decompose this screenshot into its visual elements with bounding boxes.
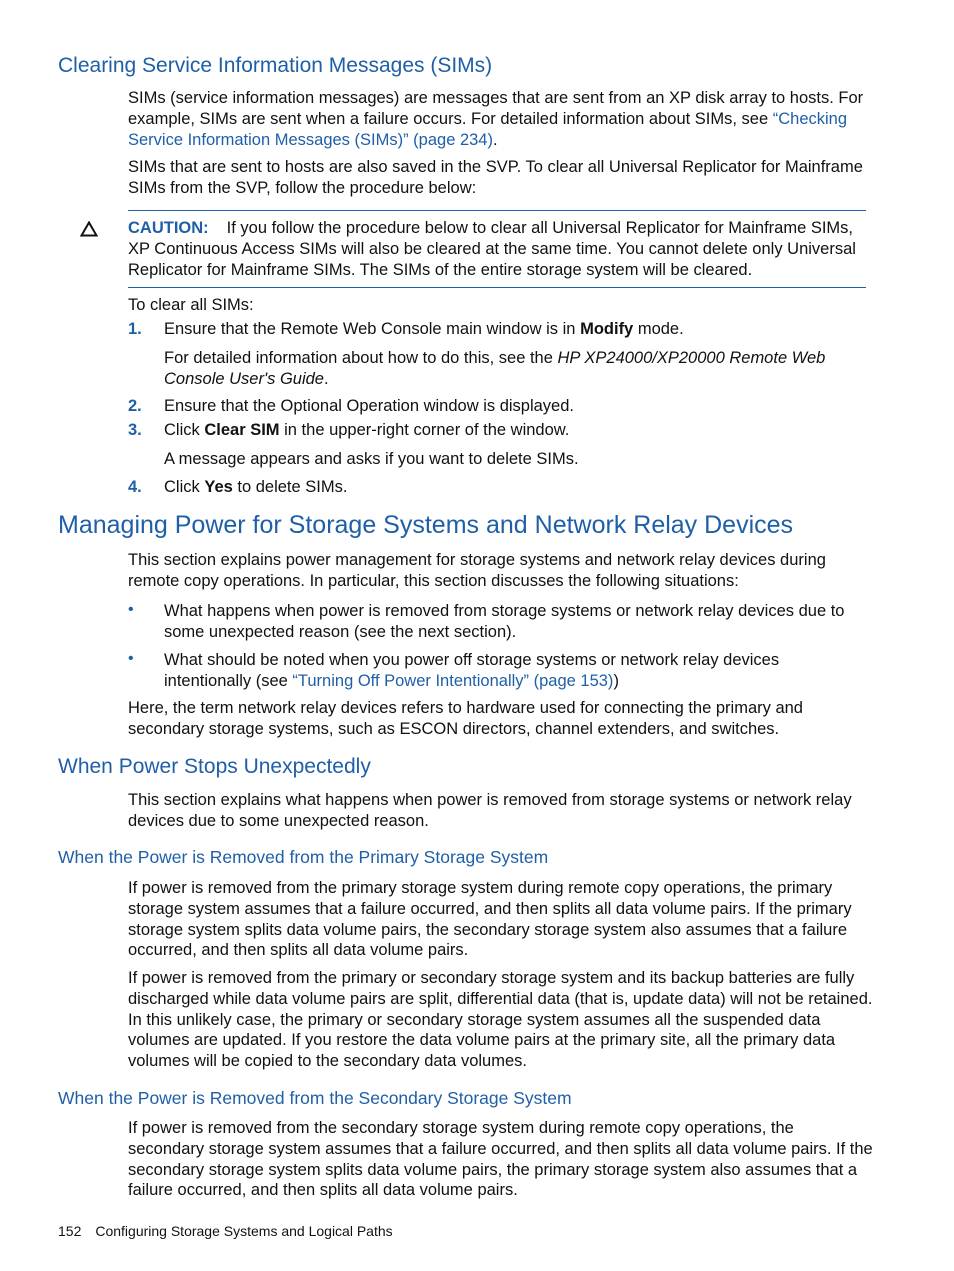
- text: Ensure that the Remote Web Console main window is in: [164, 320, 581, 338]
- step-number: 4.: [128, 478, 142, 496]
- bullet-icon: •: [128, 650, 134, 667]
- section-heading-managing-power: Managing Power for Storage Systems and Network Relay Devices: [58, 511, 794, 539]
- page-number: 152: [58, 1223, 82, 1239]
- caution-box: [128, 210, 866, 288]
- link-turning-off-power[interactable]: “Turning Off Power Intentionally” (page 153): [292, 671, 614, 690]
- text: mode.: [633, 320, 684, 338]
- bullet-item-unexpected: What happens when power is removed from storage systems or network relay devices due to some unexpected reason (see the next section).: [164, 602, 845, 641]
- bold-text: Modify: [580, 320, 634, 338]
- page-footer: [58, 1223, 407, 1239]
- step-number: 2.: [128, 397, 142, 415]
- paragraph-primary-2: If power is removed from the primary or secondary storage system and its backup batteries are fully discharged while data volume pairs are split, differential data (that is, update data) will not be retained. In this unlikely case, the primary or secondary storage system assumes all the suspended data volumes are updated. If you restore the data volume pairs at the primary site, all the primary data volumes will be copied to the secondary data volumes.: [128, 969, 873, 1071]
- section-heading-primary-removed: When the Power is Removed from the Primary Storage System: [58, 847, 549, 867]
- section-heading-power-stops: When Power Stops Unexpectedly: [58, 755, 371, 778]
- paragraph-relay-devices: Here, the term network relay devices refers to hardware used for connecting the primary and secondary storage systems, such as ESCON directors, channel extenders, and switches.: [128, 699, 803, 738]
- bullet-item-intentional: [164, 650, 869, 692]
- bold-text: Yes: [204, 478, 233, 496]
- text: .: [492, 130, 498, 149]
- step-4: [164, 477, 869, 498]
- warning-triangle-icon: [80, 221, 98, 237]
- text: ): [613, 671, 619, 690]
- section-heading-clearing-sims: Clearing Service Information Messages (SIMs): [58, 54, 493, 77]
- caution-label: CAUTION:: [128, 219, 209, 237]
- text: SIMs (service information messages) are messages that are sent from an XP disk array to hosts. For example, SIMs are sent when a failure occurs. For detailed information about SIMs, see: [128, 89, 864, 128]
- text: For detailed information about how to do this, see the: [164, 349, 558, 367]
- caution-text: [128, 218, 866, 280]
- text: in the upper-right corner of the window.: [279, 421, 570, 439]
- link-checking-sims[interactable]: “Checking Service Information Messages (SIMs)” (page 234): [128, 109, 848, 149]
- chapter-title: Configuring Storage Systems and Logical Paths: [95, 1223, 393, 1239]
- step-number: 1.: [128, 320, 142, 338]
- paragraph-power-intro: This section explains power management for storage systems and network relay devices during remote copy operations. In particular, this section discusses the following situations:: [128, 551, 826, 590]
- bullet-icon: •: [128, 601, 134, 618]
- text: Click: [164, 478, 205, 496]
- bold-text: Clear SIM: [204, 421, 280, 439]
- paragraph-primary-1: If power is removed from the primary storage system during remote copy operations, the primary storage system assumes that a failure occurred, and then splits all data volume pairs. If the primary storage system splits data volume pairs, the secondary storage system also assumes that a failure occurred, and then splits all data volume pairs.: [128, 879, 852, 960]
- text: to delete SIMs.: [232, 478, 348, 496]
- caution-body: If you follow the procedure below to clear all Universal Replicator for Mainframe SIMs, XP Continuous Access SIMs will also be cleared at the same time. You cannot delete only Universal Replicator for Mainframe SIMs. The SIMs of the entire storage system will be cleared.: [128, 219, 856, 279]
- guide-title: HP XP24000/XP20000 Remote Web Console User's Guide: [164, 349, 826, 388]
- step-1: [164, 319, 869, 340]
- paragraph-sims-intro: [128, 88, 873, 150]
- paragraph-secondary-1: If power is removed from the secondary storage system during remote copy operations, the secondary storage system assumes that a failure occurred, and then splits all data volume pairs. If the secondary storage system splits data volume pairs, the primary storage system also assumes that a failure occurred, and then splits all data volume pairs.: [128, 1119, 873, 1200]
- step-3-note: A message appears and asks if you want to delete SIMs.: [164, 450, 579, 468]
- step-3: [164, 420, 869, 441]
- text: What should be noted when you power off storage systems or network relay devices intentionally (see: [164, 651, 780, 690]
- step-2: Ensure that the Optional Operation window is displayed.: [164, 397, 574, 415]
- step-1-note: [164, 348, 869, 390]
- text: Click: [164, 421, 205, 439]
- section-heading-secondary-removed: When the Power is Removed from the Secondary Storage System: [58, 1088, 572, 1108]
- procedure-intro: To clear all SIMs:: [128, 296, 254, 314]
- step-number: 3.: [128, 421, 142, 439]
- paragraph-sims-svp: SIMs that are sent to hosts are also saved in the SVP. To clear all Universal Replicator for Mainframe SIMs from the SVP, follow the procedure below:: [128, 158, 863, 197]
- text: .: [323, 369, 329, 388]
- paragraph-power-stops: This section explains what happens when power is removed from storage systems or network relay devices due to some unexpected reason.: [128, 791, 852, 830]
